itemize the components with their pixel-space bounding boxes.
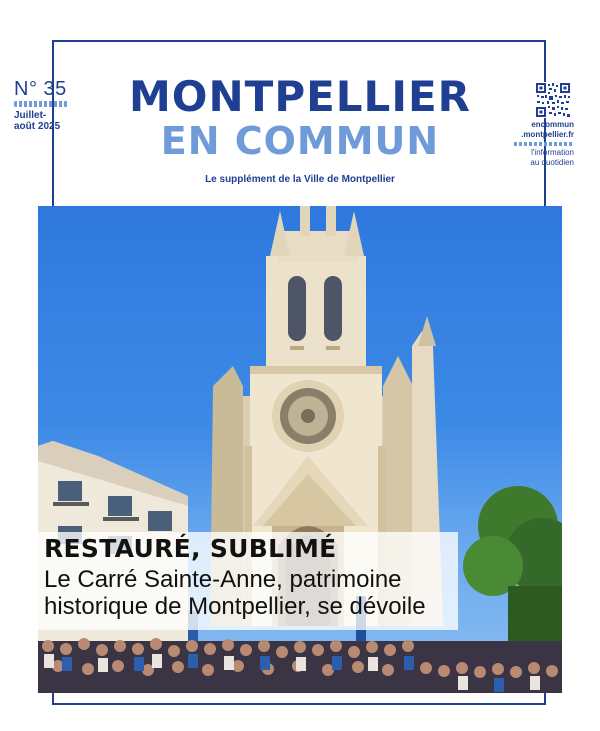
headline-kicker: RESTAURÉ, SUBLIMÉ <box>44 534 337 563</box>
cover-headline[interactable] <box>38 532 458 630</box>
decorative-wave-line <box>14 101 68 107</box>
headline-text <box>44 566 484 620</box>
issue-block <box>14 79 76 132</box>
issue-date-line1: Juillet- <box>14 110 47 121</box>
website-line1[interactable]: encommun <box>531 120 574 129</box>
issue-date-line2: août 2025 <box>14 121 61 132</box>
qr-code-icon[interactable] <box>535 82 571 118</box>
crowd <box>38 638 562 693</box>
decorative-wave-line <box>514 142 574 146</box>
masthead-subtitle: Le supplément de la Ville de Montpellier <box>205 174 395 185</box>
headline-line2: historique de Montpellier, se dévoile <box>44 593 426 620</box>
masthead <box>90 74 510 162</box>
website-line2[interactable]: .montpellier.fr <box>521 130 574 139</box>
website-info <box>496 120 574 168</box>
tagline-line1: l'information <box>531 148 574 157</box>
masthead-line1: MONTPELLIER <box>129 72 471 121</box>
headline-line1: Le Carré Sainte-Anne, patrimoine <box>44 566 402 593</box>
masthead-line2: EN COMMUN <box>160 119 440 163</box>
issue-number: N° 35 <box>14 78 67 100</box>
tagline-line2: au quotidien <box>530 158 574 167</box>
cover-photo <box>38 206 562 693</box>
